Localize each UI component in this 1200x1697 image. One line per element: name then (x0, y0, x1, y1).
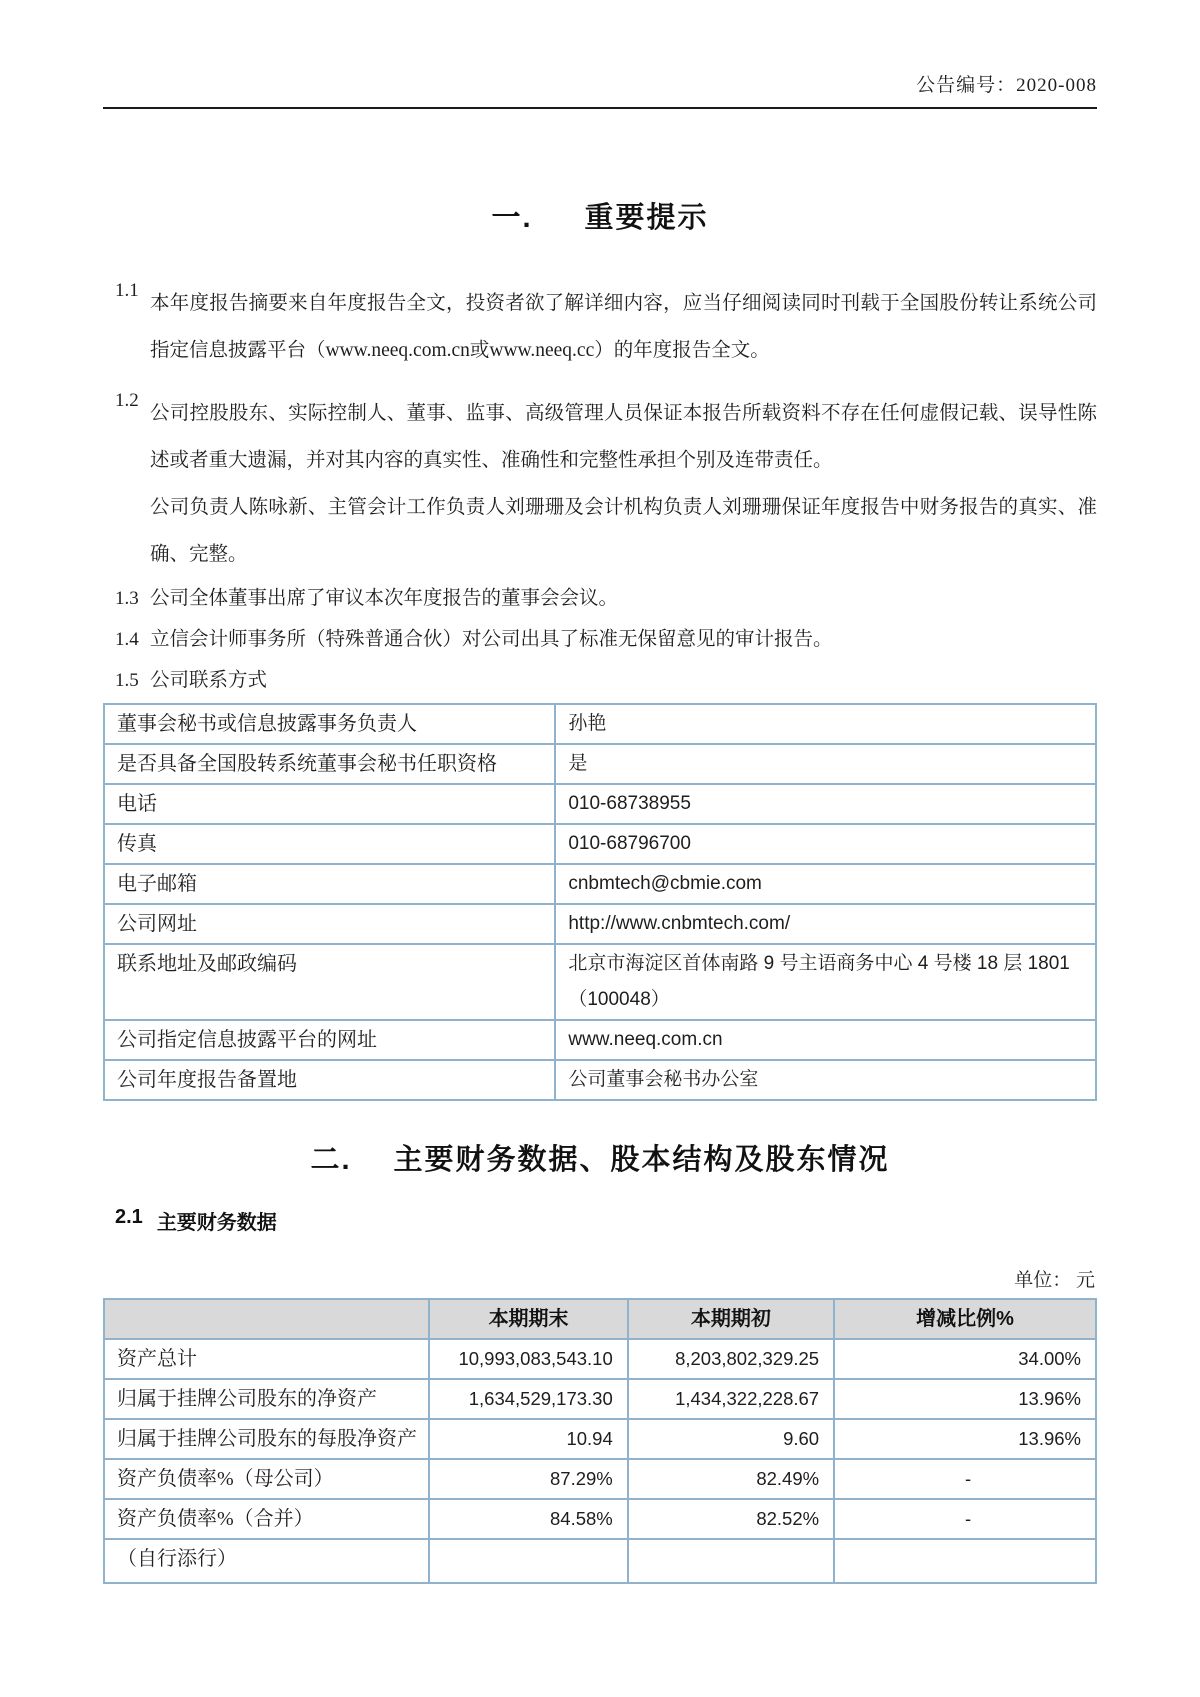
table-row (104, 704, 1096, 744)
contact-label: 电话 (104, 784, 555, 824)
item-text: 公司全体董事出席了审议本次年度报告的董事会会议。 (150, 588, 619, 609)
announcement-number: 公告编号：2020-008 (916, 75, 1097, 96)
paragraph-1-4 (103, 619, 1097, 660)
value-end (429, 1539, 627, 1583)
paragraph-1-1 (103, 280, 1097, 374)
contact-info-table (103, 703, 1097, 1101)
item-number: 1.5 (115, 670, 139, 691)
contact-label: 传真 (104, 824, 555, 864)
section2-title (103, 1137, 1097, 1178)
subsection-2-1-heading (103, 1206, 1097, 1235)
item-text (150, 390, 1097, 578)
contact-value: www.neeq.com.cn (555, 1020, 1096, 1060)
item-text: 公司联系方式 (150, 670, 268, 691)
table-row (104, 1339, 1096, 1379)
contact-value: cnbmtech@cbmie.com (555, 864, 1096, 904)
item-text-part1: 公司控股股东、实际控制人、董事、监事、高级管理人员保证本报告所载资料不存在任何虚假记载、误导性陈述或者重大遗漏，并对其内容的真实性、准确性和完整性承担个别及连带责任。 (150, 403, 1097, 471)
contact-value: 公司董事会秘书办公室 (555, 1060, 1096, 1100)
row-label: 归属于挂牌公司股东的每股净资产 (104, 1419, 429, 1459)
value-end: 84.58% (429, 1499, 627, 1539)
key-financial-data-table (103, 1298, 1097, 1584)
row-label: 归属于挂牌公司股东的净资产 (104, 1379, 429, 1419)
contact-label: 公司指定信息披露平台的网址 (104, 1020, 555, 1060)
value-end: 1,634,529,173.30 (429, 1379, 627, 1419)
contact-value: 北京市海淀区首体南路 9 号主语商务中心 4 号楼 18 层 1801（100048） (555, 944, 1096, 1020)
contact-value: http://www.cnbmtech.com/ (555, 904, 1096, 944)
value-end: 87.29% (429, 1459, 627, 1499)
value-begin: 82.49% (628, 1459, 834, 1499)
contact-label: 公司年度报告备置地 (104, 1060, 555, 1100)
item-text: 本年度报告摘要来自年度报告全文，投资者欲了解详细内容，应当仔细阅读同时刊载于全国股份转让系统公司指定信息披露平台（www.neeq.com.cn或www.neeq.cc）的年度报告全文。 (150, 293, 1097, 361)
section2-number: 二. (310, 1144, 352, 1176)
item-number: 1.2 (115, 390, 139, 411)
row-label: 资产负债率%（合并） (104, 1499, 429, 1539)
contact-label: 公司网址 (104, 904, 555, 944)
section1-title-text: 重要提示 (584, 202, 709, 234)
header-rule (103, 107, 1097, 109)
value-end: 10.94 (429, 1419, 627, 1459)
header-change-ratio: 增减比例% (834, 1299, 1096, 1339)
header-blank (104, 1299, 429, 1339)
unit-label: 单位： 元 (1014, 1270, 1095, 1291)
header-period-end: 本期期末 (429, 1299, 627, 1339)
row-label: （自行添行） (104, 1539, 429, 1583)
row-label: 资产总计 (104, 1339, 429, 1379)
value-change: - (834, 1459, 1096, 1499)
contact-label: 董事会秘书或信息披露事务负责人 (104, 704, 555, 744)
contact-label: 电子邮箱 (104, 864, 555, 904)
table-row (104, 944, 1096, 1020)
table-row (104, 1539, 1096, 1583)
row-label: 资产负债率%（母公司） (104, 1459, 429, 1499)
subsection-number: 2.1 (115, 1206, 143, 1228)
value-begin (628, 1539, 834, 1583)
table-row (104, 1499, 1096, 1539)
value-change: 34.00% (834, 1339, 1096, 1379)
table-row (104, 744, 1096, 784)
contact-value: 孙艳 (555, 704, 1096, 744)
contact-label: 是否具备全国股转系统董事会秘书任职资格 (104, 744, 555, 784)
item-number: 1.3 (115, 588, 139, 609)
contact-label: 联系地址及邮政编码 (104, 944, 555, 1020)
item-number: 1.1 (115, 280, 139, 301)
value-begin: 8,203,802,329.25 (628, 1339, 834, 1379)
contact-value: 是 (555, 744, 1096, 784)
header-period-begin: 本期期初 (628, 1299, 834, 1339)
contact-value: 010-68738955 (555, 784, 1096, 824)
paragraph-1-2 (103, 390, 1097, 578)
item-text: 立信会计师事务所（特殊普通合伙）对公司出具了标准无保留意见的审计报告。 (150, 629, 833, 650)
table-row (104, 1060, 1096, 1100)
table-row (104, 904, 1096, 944)
item-number: 1.4 (115, 629, 139, 650)
table-row (104, 864, 1096, 904)
paragraph-1-3 (103, 578, 1097, 619)
table-row (104, 784, 1096, 824)
value-begin: 1,434,322,228.67 (628, 1379, 834, 1419)
value-end: 10,993,083,543.10 (429, 1339, 627, 1379)
value-change: 13.96% (834, 1419, 1096, 1459)
value-change: 13.96% (834, 1379, 1096, 1419)
value-begin: 82.52% (628, 1499, 834, 1539)
table-row (104, 1379, 1096, 1419)
paragraph-1-5 (103, 660, 1097, 701)
item-text-part2: 公司负责人陈咏新、主管会计工作负责人刘珊珊及会计机构负责人刘珊珊保证年度报告中财务报告的真实、准确、完整。 (150, 497, 1097, 565)
table-row (104, 1419, 1096, 1459)
value-begin: 9.60 (628, 1419, 834, 1459)
subsection-title: 主要财务数据 (156, 1212, 277, 1234)
section1-title (103, 195, 1097, 236)
value-change (834, 1539, 1096, 1583)
section1-number: 一. (491, 202, 533, 234)
contact-value: 010-68796700 (555, 824, 1096, 864)
value-change: - (834, 1499, 1096, 1539)
section2-title-text: 主要财务数据、股本结构及股东情况 (393, 1144, 890, 1176)
table-row (104, 1459, 1096, 1499)
table-row (104, 1020, 1096, 1060)
table-header-row (104, 1299, 1096, 1339)
table-row (104, 824, 1096, 864)
